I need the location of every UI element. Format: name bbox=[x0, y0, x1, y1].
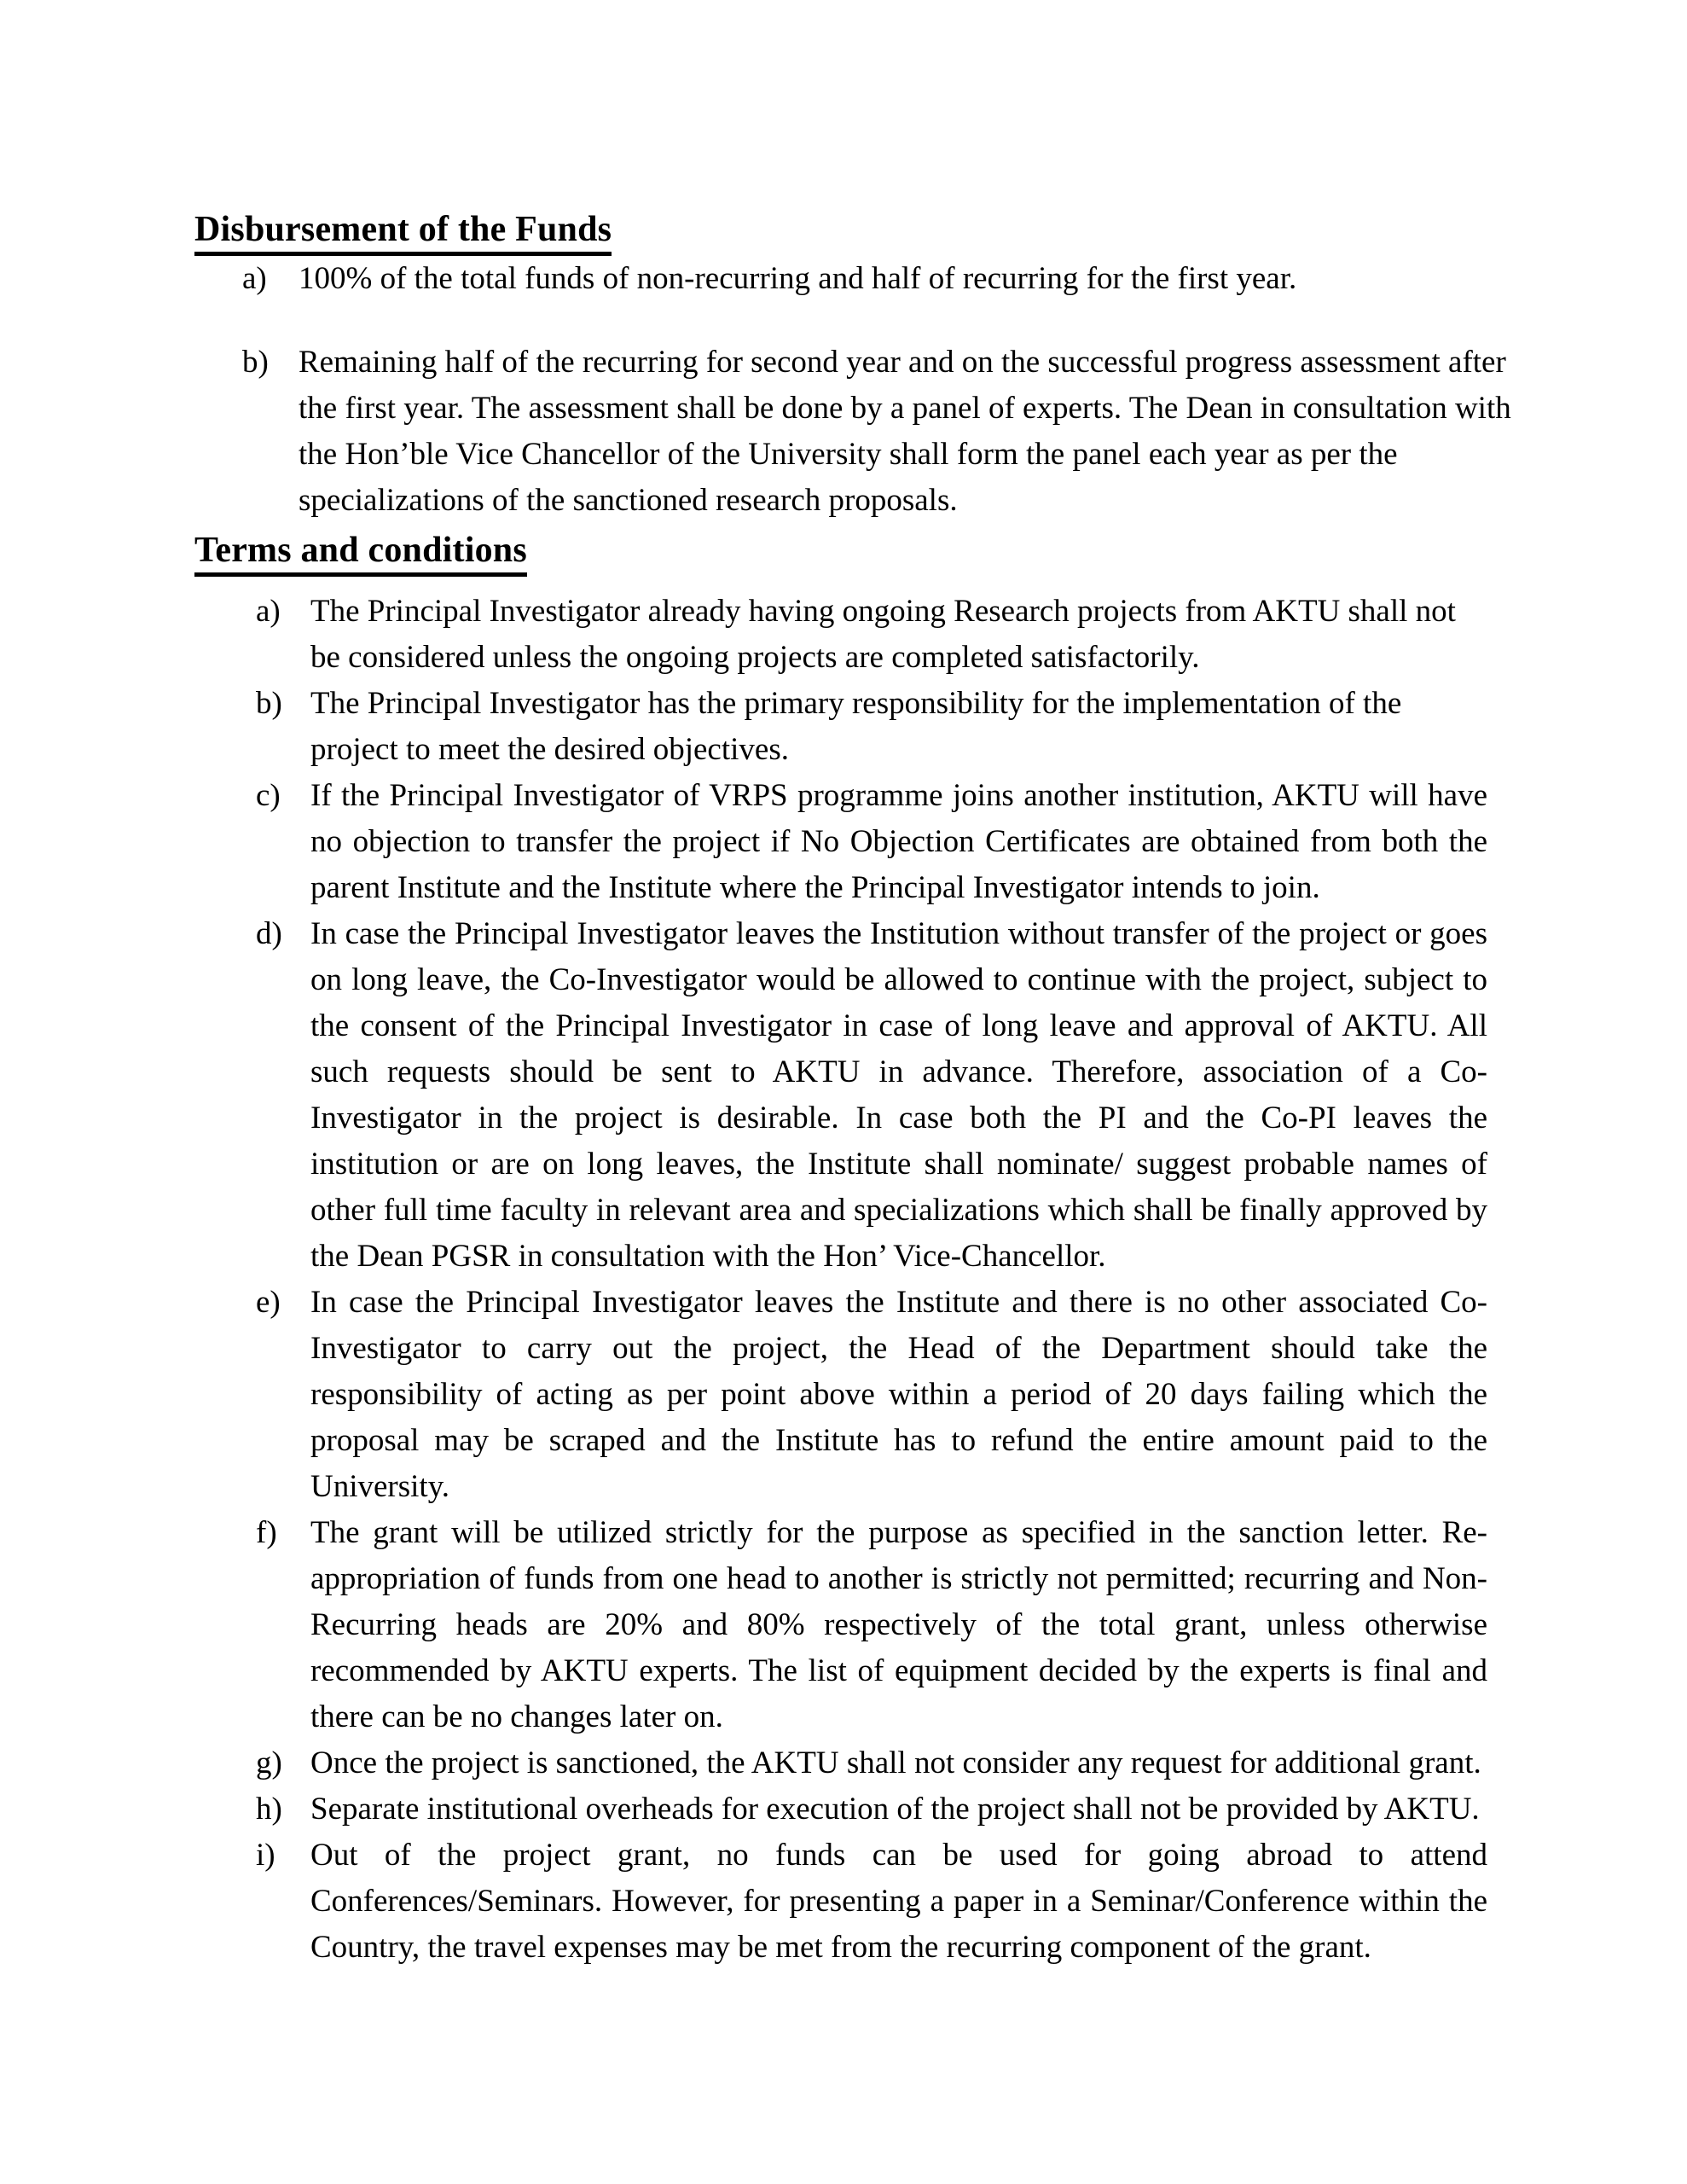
list-item-text: Separate institutional overheads for execution of the project shall not be provided by AKTU. bbox=[310, 1792, 1480, 1827]
disbursement-list bbox=[242, 256, 1530, 561]
list-item-text: The Principal Investigator already having ongoing Research projects from AKTU shall not be considered unless the ongoing projects are completed satisfactorily. bbox=[310, 594, 1456, 676]
list-item bbox=[256, 1786, 1487, 1833]
list-item-text: In case the Principal Investigator leaves the Institute and there is no other associated Co-Investigator to carry out the project, the Head of the Department should take the responsibility of acting as per point above within a period of 20 days failing which the proposal may be scraped and the Institute has to refund the entire amount paid to the University. bbox=[310, 1285, 1487, 1505]
list-marker: d) bbox=[256, 916, 282, 952]
list-marker: f) bbox=[256, 1515, 277, 1551]
heading-terms-and-conditions bbox=[194, 531, 527, 577]
list-marker: a) bbox=[242, 261, 267, 296]
list-item-text: Out of the project grant, no funds can be used for going abroad to attend Conferences/Seminars. However, for presenting a paper in a Seminar/Conference within the Country, the travel expenses may be met from the recurring component of the grant. bbox=[310, 1838, 1487, 1966]
heading-disbursement-of-the-funds bbox=[194, 210, 612, 256]
list-item bbox=[256, 1740, 1487, 1786]
list-item bbox=[256, 681, 1487, 773]
list-item-text: Remaining half of the recurring for second year and on the successful progress assessment after the first year. The assessment shall be done by a panel of experts. The Dean in consultation with the Hon’ble Vice Chancellor of the University shall form the panel each year as per the specializations of the sanctioned research proposals. bbox=[299, 345, 1511, 519]
list-item-text: If the Principal Investigator of VRPS programme joins another institution, AKTU will have no objection to transfer the project if No Objection Certificates are obtained from both the parent Institute and the Institute where the Principal Investigator intends to join. bbox=[310, 778, 1487, 906]
terms-and-conditions-list bbox=[256, 589, 1487, 1971]
list-marker: b) bbox=[242, 345, 269, 380]
list-item-text: Once the project is sanctioned, the AKTU shall not consider any request for additional grant. bbox=[310, 1745, 1481, 1781]
list-marker: a) bbox=[256, 594, 281, 629]
list-item bbox=[256, 589, 1487, 681]
list-item bbox=[256, 911, 1487, 1280]
heading-terms-text: Terms and conditions bbox=[194, 531, 527, 577]
list-item-text: The grant will be utilized strictly for the purpose as specified in the sanction letter. Re-appropriation of funds from one head to another is strictly not permitted; recurring and Non-Recurring heads are 20% and 80% respectively of the total grant, unless otherwise recommended by AKTU experts. The list of equipment decided by the experts is final and there can be no changes later on. bbox=[310, 1515, 1487, 1735]
list-item bbox=[256, 1280, 1487, 1510]
list-item bbox=[256, 1510, 1487, 1740]
list-marker: e) bbox=[256, 1285, 281, 1321]
list-marker: b) bbox=[256, 686, 282, 722]
list-item bbox=[256, 773, 1487, 911]
list-marker: h) bbox=[256, 1792, 282, 1827]
list-item-text: 100% of the total funds of non-recurring and half of recurring for the first year. bbox=[299, 261, 1297, 296]
list-item-text: The Principal Investigator has the primary responsibility for the implementation of the project to meet the desired objectives. bbox=[310, 686, 1402, 768]
list-item-text: In case the Principal Investigator leaves the Institution without transfer of the project or goes on long leave, the Co-Investigator would be allowed to continue with the project, subject to the consent of the Principal Investigator in case of long leave and approval of AKTU. All such requests should be sent to AKTU in advance. Therefore, association of a Co-Investigator in the project is desirable. In case both the PI and the Co-PI leaves the institution or are on long leaves, the Institute shall nominate/ suggest probable names of other full time faculty in relevant area and specializations which shall be finally approved by the Dean PGSR in consultation with the Hon’ Vice-Chancellor. bbox=[310, 916, 1487, 1275]
list-marker: g) bbox=[256, 1745, 282, 1781]
list-marker: c) bbox=[256, 778, 281, 814]
heading-disbursement-text: Disbursement of the Funds bbox=[194, 210, 612, 256]
list-item bbox=[242, 256, 1530, 302]
list-marker: i) bbox=[256, 1838, 275, 1873]
list-item bbox=[256, 1833, 1487, 1971]
list-item bbox=[242, 340, 1530, 524]
